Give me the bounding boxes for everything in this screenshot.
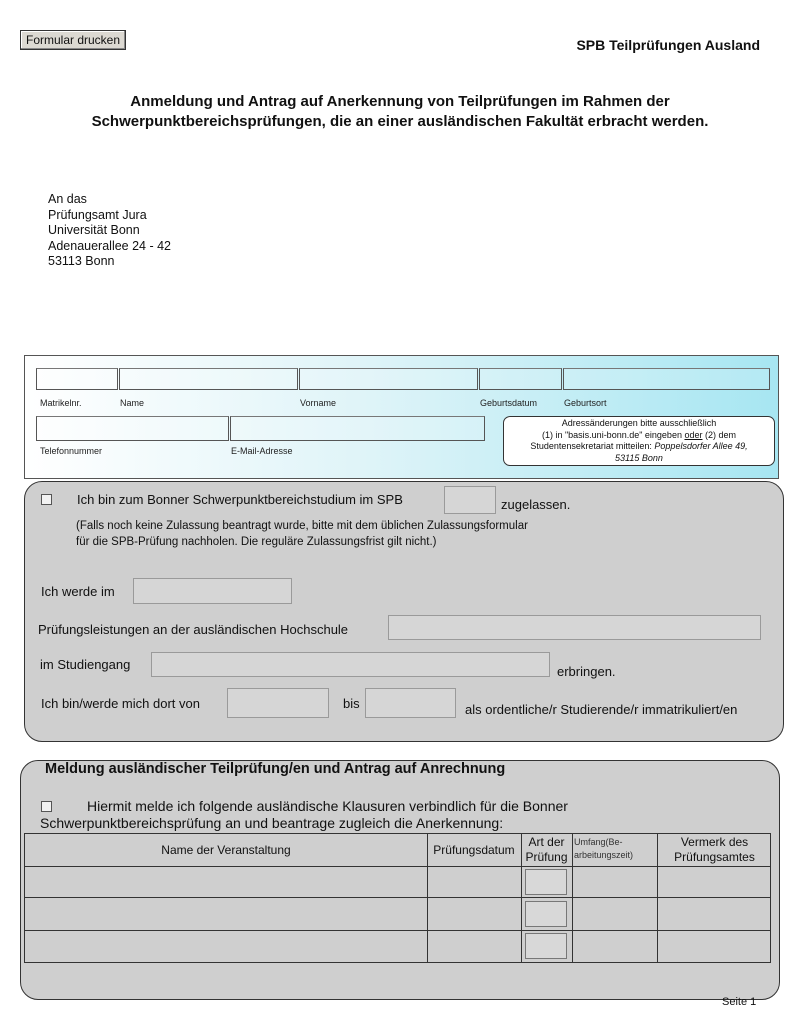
table-cell-name[interactable]: [25, 931, 427, 962]
address-change-note: [503, 416, 775, 466]
column-header-text: Art der: [528, 835, 565, 849]
university-label: Prüfungsleistungen an der ausländischen Hochschule: [38, 622, 349, 637]
table-cell-remark[interactable]: [658, 931, 771, 962]
matrikel-label: Matrikelnr.: [40, 398, 82, 408]
geburtsdatum-field[interactable]: [479, 368, 562, 390]
geburtsdatum-label: Geburtsdatum: [480, 398, 538, 408]
column-header-type: [521, 835, 572, 865]
email-field[interactable]: [230, 416, 485, 441]
table-cell-scope[interactable]: [573, 931, 657, 962]
admission-note: [76, 518, 528, 550]
admission-text-end: zugelassen.: [501, 497, 571, 512]
column-header-scope: [572, 836, 659, 862]
geburtsort-label: Geburtsort: [564, 398, 607, 408]
university-field[interactable]: [388, 615, 761, 640]
note-address: Poppelsdorfer Allee 49,: [654, 441, 748, 451]
table-cell-type[interactable]: [525, 933, 567, 959]
enrollment-from-label: Ich bin/werde mich dort von: [41, 696, 200, 711]
vorname-label: Vorname: [300, 398, 337, 408]
declaration-line2: Schwerpunktbereichsprüfung an und beantrage zugleich die Anerkennung:: [40, 815, 504, 831]
personal-data-box: [24, 355, 779, 479]
erbringen-text: erbringen.: [557, 664, 616, 679]
note-text: [504, 430, 774, 442]
table-cell-scope[interactable]: [573, 867, 657, 897]
admission-checkbox[interactable]: [41, 494, 52, 505]
vorname-field[interactable]: [299, 368, 478, 390]
table-cell-date[interactable]: [428, 867, 521, 897]
table-cell-type[interactable]: [525, 869, 567, 895]
address-line: Adenauerallee 24 - 42: [48, 238, 172, 253]
table-cell-name[interactable]: [25, 867, 427, 897]
address-line: Prüfungsamt Jura: [48, 207, 147, 222]
note-text: (2) dem: [705, 429, 737, 440]
table-cell-name[interactable]: [25, 898, 427, 930]
column-header-text: Umfang(Be-: [574, 837, 623, 847]
name-label: Name: [120, 398, 145, 408]
column-header-text: arbeitungszeit): [574, 850, 634, 860]
note-text: Adressänderungen bitte ausschließlich: [561, 418, 717, 428]
declaration-checkbox[interactable]: [41, 801, 52, 812]
table-cell-remark[interactable]: [658, 867, 771, 897]
enrollment-status-text: als ordentliche/r Studierende/r immatrikuliert/en: [465, 702, 738, 717]
form-title: [40, 92, 760, 132]
recipient-address: [48, 192, 171, 270]
spb-number-field[interactable]: [444, 486, 496, 514]
semester-field[interactable]: [133, 578, 292, 604]
matrikel-field[interactable]: [36, 368, 118, 390]
form-title-line2: Schwerpunktbereichsprüfungen, die an einer ausländischen Fakultät erbracht werden.: [91, 113, 709, 130]
column-header-date: Prüfungsdatum: [433, 843, 515, 857]
table-cell-scope[interactable]: [573, 898, 657, 930]
print-form-button[interactable]: Formular drucken: [20, 30, 126, 50]
enrollment-to-field[interactable]: [365, 688, 456, 718]
column-header-text: Prüfung: [525, 850, 568, 864]
note-text: Studentensekretariat mitteilen:: [530, 441, 652, 451]
telefon-label: Telefonnummer: [40, 446, 103, 456]
form-title-line1: Anmeldung und Antrag auf Anerkennung von Teilprüfungen im Rahmen der: [130, 93, 670, 110]
column-header-name: Name der Veranstaltung: [161, 843, 291, 857]
note-address: 53115 Bonn: [615, 452, 663, 463]
name-field[interactable]: [119, 368, 298, 390]
note-text: (1) in "basis.uni-bonn.de" eingeben: [541, 429, 682, 440]
declaration-line1: Hiermit melde ich folgende ausländische Klausuren verbindlich für die Bonner: [87, 798, 568, 814]
semester-label: Ich werde im: [41, 584, 115, 599]
address-line: An das: [48, 192, 87, 206]
note-emphasis: oder: [684, 429, 703, 440]
table-cell-date[interactable]: [428, 931, 521, 962]
table-cell-type[interactable]: [525, 901, 567, 927]
exam-section-heading: Meldung ausländischer Teilprüfung/en und Antrag auf Anrechnung: [45, 761, 506, 777]
study-program-label: im Studiengang: [40, 657, 131, 672]
page-number: Seite 1: [722, 996, 757, 1008]
exam-table: [24, 833, 771, 963]
table-cell-date[interactable]: [428, 898, 521, 930]
column-header-remark: [657, 835, 772, 865]
table-cell-remark[interactable]: [658, 898, 771, 930]
note-text: für die SPB-Prüfung nachholen. Die reguläre Zulassungsfrist gilt nicht.): [76, 536, 437, 548]
geburtsort-field[interactable]: [563, 368, 770, 390]
column-header-text: Prüfungsamtes: [674, 850, 755, 864]
column-header-text: Vermerk des: [680, 835, 749, 849]
note-text: [504, 441, 774, 453]
note-text: (Falls noch keine Zulassung beantragt wurde, bitte mit dem üblichen Zulassungsformular: [76, 520, 528, 532]
form-identifier: SPB Teilprüfungen Ausland: [576, 37, 760, 53]
address-line: 53113 Bonn: [48, 254, 115, 268]
email-label: E-Mail-Adresse: [231, 446, 293, 456]
telefon-field[interactable]: [36, 416, 229, 441]
enrollment-from-field[interactable]: [227, 688, 329, 718]
enrollment-to-label: bis: [343, 696, 360, 711]
address-line: Universität Bonn: [48, 223, 140, 237]
study-program-field[interactable]: [151, 652, 550, 677]
admission-text: Ich bin zum Bonner Schwerpunktbereichstudium im SPB: [77, 492, 403, 507]
